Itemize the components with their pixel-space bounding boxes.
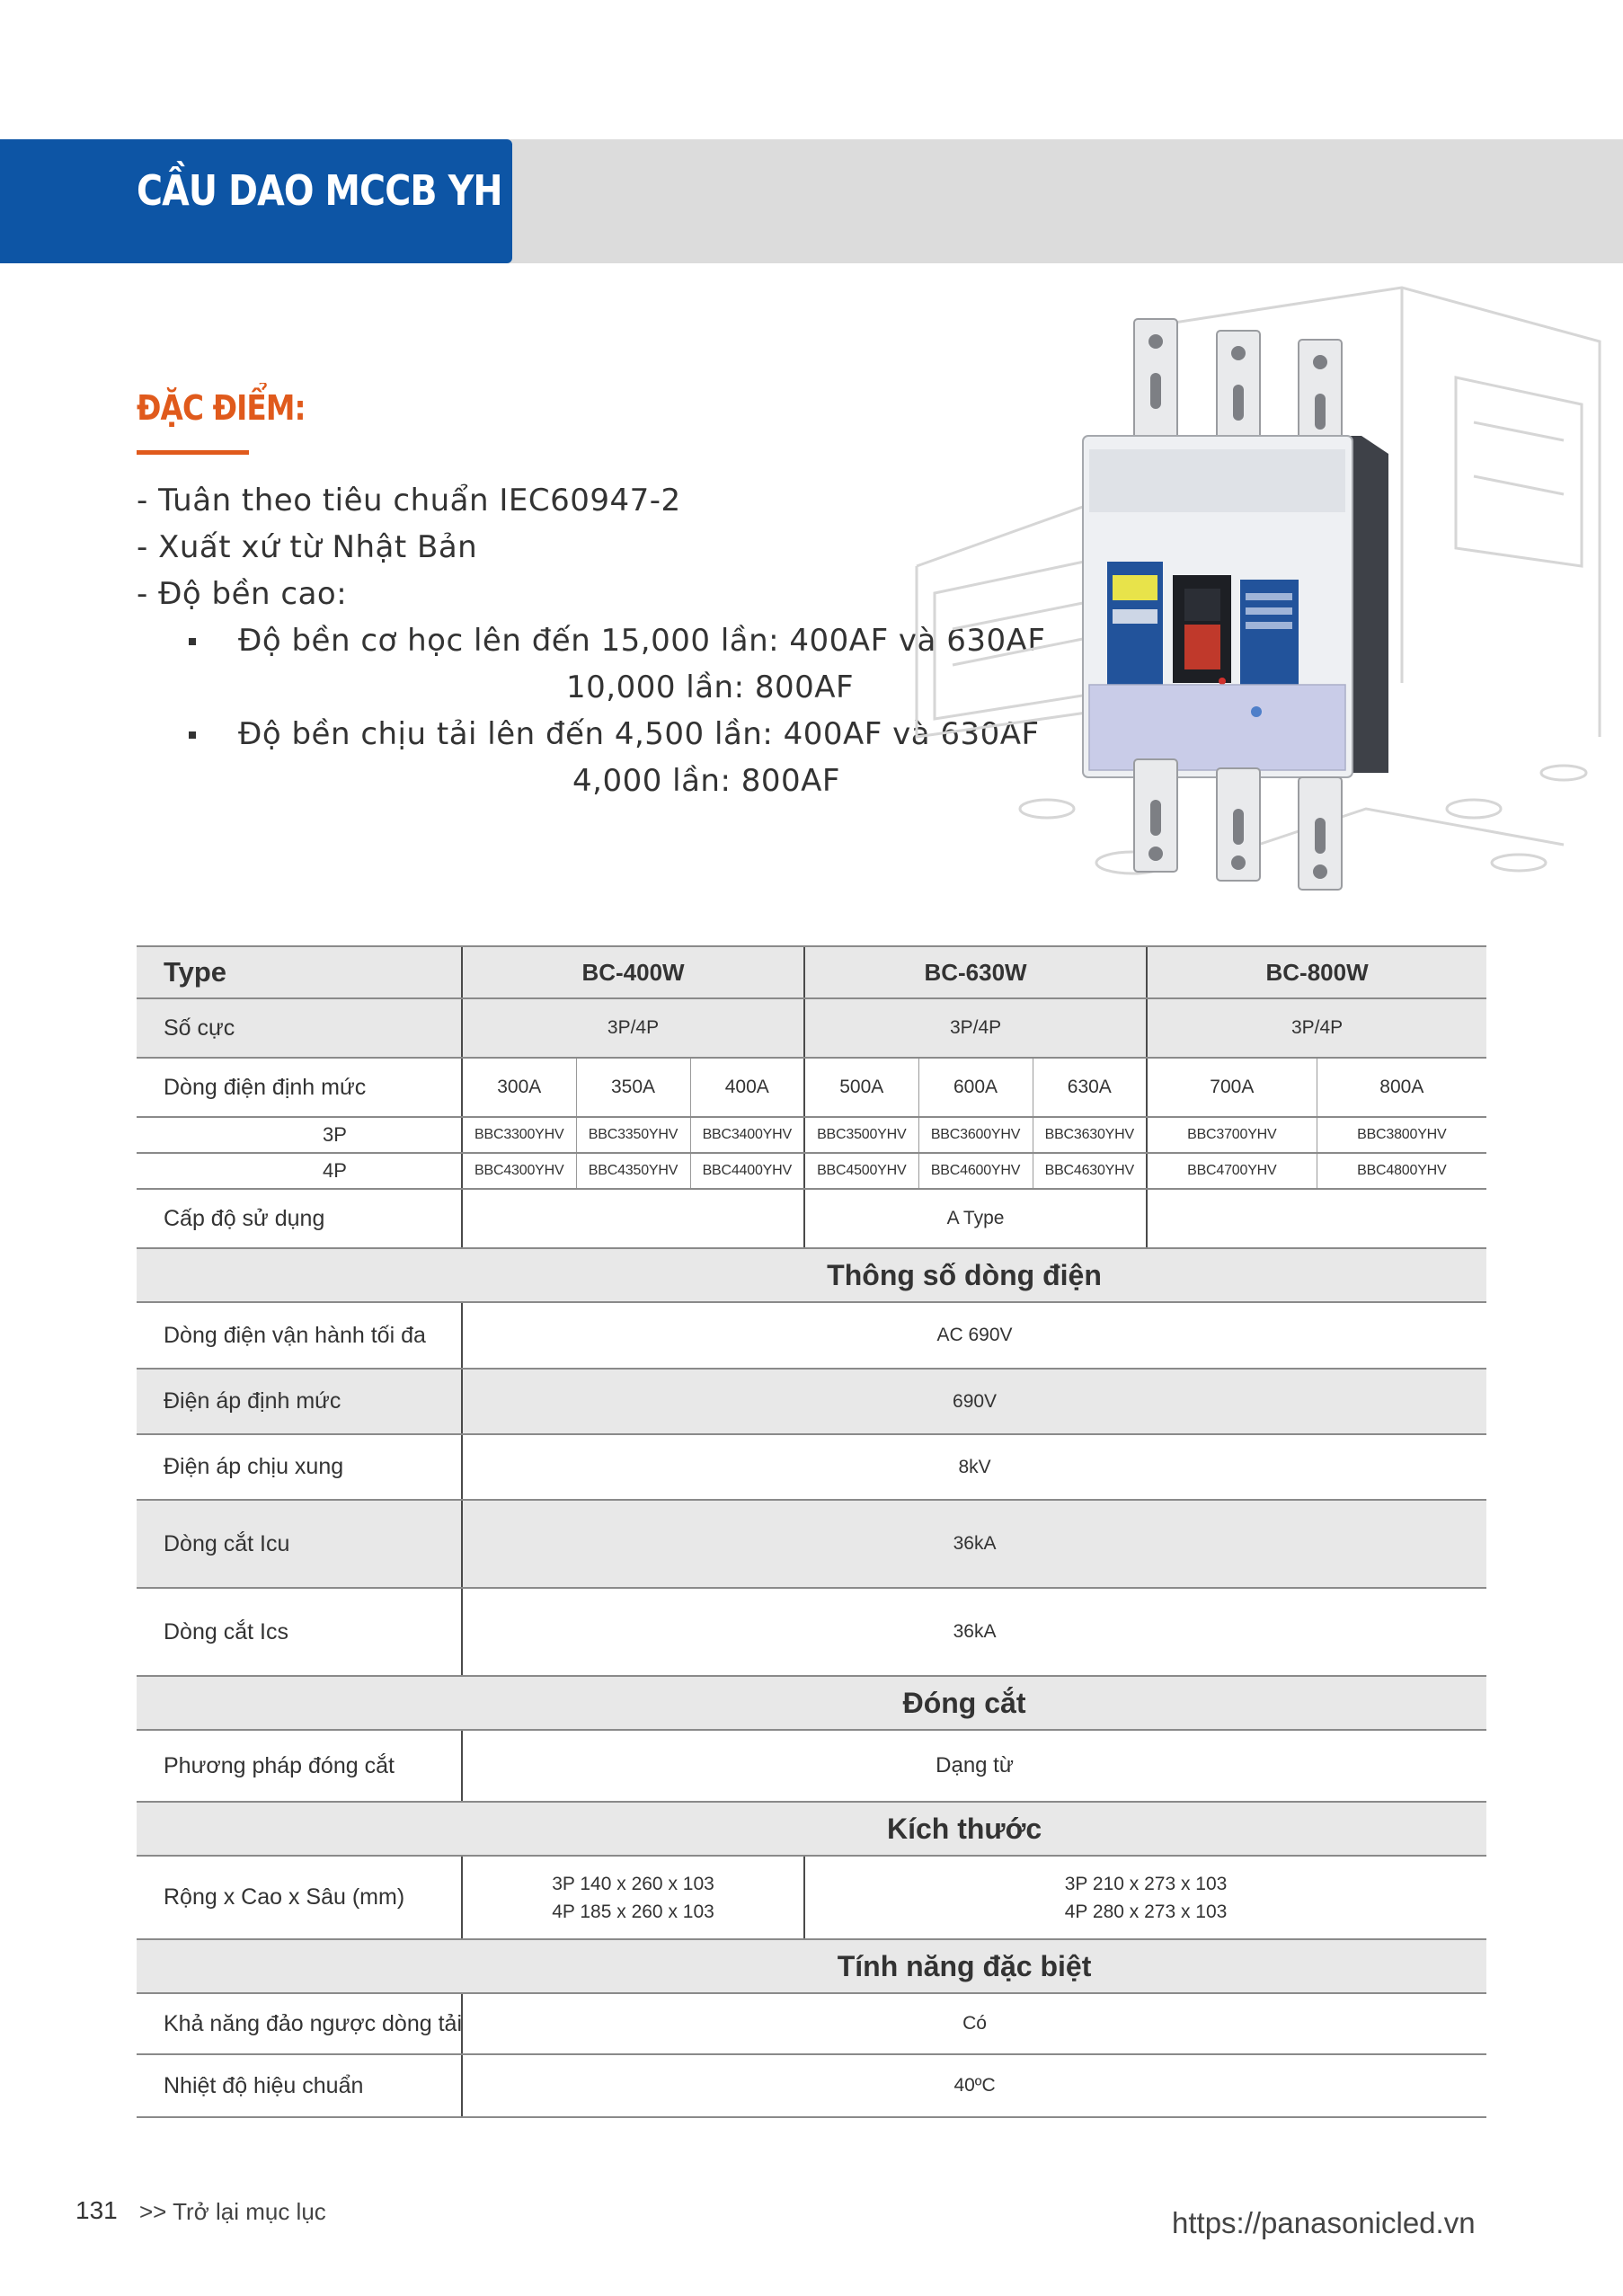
- usage-class-value: A Type: [804, 1189, 1147, 1248]
- dimensions-3p: 3P 140 x 260 x 103: [552, 1873, 714, 1894]
- type-header: Type: [137, 946, 462, 998]
- icu-value: 36kA: [462, 1500, 1486, 1588]
- impulse-voltage-value: 8kV: [462, 1434, 1486, 1500]
- section-special-label: Tính năng đặc biệt: [837, 1949, 1092, 1982]
- code-cell: BBC4400YHV: [690, 1153, 804, 1189]
- icu-label: Dòng cắt Icu: [137, 1500, 462, 1588]
- table-row: [137, 1730, 1486, 1802]
- feature-origin: - Xuất xứ từ Nhật Bản: [137, 529, 478, 565]
- table-row: [137, 1588, 1486, 1676]
- feature-mechanical-durability-800af: 10,000 lần: 800AF: [566, 669, 855, 705]
- table-row: [137, 1058, 1486, 1117]
- feature-iec-standard: - Tuân theo tiêu chuẩn IEC60947-2: [137, 483, 681, 519]
- code-cell: BBC4500YHV: [804, 1153, 918, 1189]
- table-row: [137, 1676, 1486, 1730]
- rated-current-cell: 500A: [804, 1058, 918, 1117]
- mccb-product-image: [899, 270, 1623, 917]
- code-cell: BBC4350YHV: [576, 1153, 690, 1189]
- switching-method-label: Phương pháp đóng cắt: [137, 1730, 462, 1802]
- feature-mechanical-durability: Độ bền cơ học lên đến 15,000 lần: 400AF và 630AF: [238, 623, 1046, 659]
- code-cell: BBC4630YHV: [1033, 1153, 1147, 1189]
- spec-table: [137, 945, 1486, 2118]
- rated-current-cell: 700A: [1147, 1058, 1317, 1117]
- code-cell: BBC4700YHV: [1147, 1153, 1317, 1189]
- section-switching: [137, 1676, 1486, 1730]
- code-cell: BBC3350YHV: [576, 1117, 690, 1153]
- table-row: [137, 1302, 1486, 1369]
- codes-4p-label: 4P: [137, 1153, 462, 1189]
- max-operating-value: AC 690V: [462, 1302, 1486, 1369]
- ics-value: 36kA: [462, 1588, 1486, 1676]
- table-row: [137, 1117, 1486, 1153]
- dimensions-label: Rộng x Cao x Sâu (mm): [137, 1856, 462, 1939]
- codes-3p-label: 3P: [137, 1117, 462, 1153]
- impulse-voltage-label: Điện áp chịu xung: [137, 1434, 462, 1500]
- dimensions-bc-630w-800w: [804, 1856, 1486, 1939]
- heading-underline: [137, 450, 249, 455]
- table-row: [137, 1939, 1486, 1993]
- section-electrical: [137, 1248, 1486, 1302]
- code-cell: BBC3700YHV: [1147, 1117, 1317, 1153]
- ics-label: Dòng cắt Ics: [137, 1588, 462, 1676]
- section-dimensions: [137, 1802, 1486, 1856]
- poles-bc-630w: 3P/4P: [804, 998, 1147, 1058]
- section-electrical-label: Thông số dòng điện: [827, 1258, 1102, 1291]
- table-row: [137, 1369, 1486, 1434]
- code-cell: BBC3400YHV: [690, 1117, 804, 1153]
- website-link[interactable]: https://panasonicled.vn: [1172, 2206, 1476, 2239]
- rated-current-label: Dòng điện định mức: [137, 1058, 462, 1117]
- code-cell: BBC4800YHV: [1317, 1153, 1486, 1189]
- back-to-toc-link[interactable]: >> Trở lại mục lục: [139, 2198, 326, 2225]
- usage-class-label: Cấp độ sử dụng: [137, 1189, 462, 1248]
- section-switching-label: Đóng cắt: [902, 1686, 1026, 1719]
- dimensions-4p: 4P 185 x 260 x 103: [552, 1901, 714, 1922]
- table-row: [137, 1802, 1486, 1856]
- rated-current-cell: 800A: [1317, 1058, 1486, 1117]
- poles-bc-800w: 3P/4P: [1147, 998, 1486, 1058]
- table-row: [137, 1856, 1486, 1939]
- model-bc-630w: BC-630W: [804, 946, 1147, 998]
- switching-method-value: Dạng từ: [462, 1730, 1486, 1802]
- rated-current-cell: 630A: [1033, 1058, 1147, 1117]
- calibration-temp-value: 40ºC: [462, 2054, 1486, 2117]
- feature-load-durability-800af: 4,000 lần: 800AF: [572, 763, 840, 799]
- poles-bc-400w: 3P/4P: [462, 998, 804, 1058]
- reverse-load-label: Khả năng đảo ngược dòng tải: [137, 1993, 462, 2054]
- table-row: [137, 1153, 1486, 1189]
- dimensions-bc-400w: [462, 1856, 804, 1939]
- code-cell: BBC3630YHV: [1033, 1117, 1147, 1153]
- section-dimensions-label: Kích thước: [886, 1812, 1042, 1845]
- rated-current-cell: 350A: [576, 1058, 690, 1117]
- table-row: [137, 998, 1486, 1058]
- feature-load-durability: Độ bền chịu tải lên đến 4,500 lần: 400AF và 630AF: [238, 716, 1040, 752]
- table-row: [137, 2054, 1486, 2117]
- code-cell: BBC3500YHV: [804, 1117, 918, 1153]
- rated-current-cell: 600A: [918, 1058, 1033, 1117]
- usage-class-bc-800w: [1147, 1189, 1486, 1248]
- rated-current-cell: 400A: [690, 1058, 804, 1117]
- rated-voltage-label: Điện áp định mức: [137, 1369, 462, 1434]
- usage-class-bc-400w: [462, 1189, 804, 1248]
- code-cell: BBC3300YHV: [462, 1117, 576, 1153]
- dimensions-4p: 4P 280 x 273 x 103: [1064, 1901, 1228, 1922]
- table-row: [137, 1189, 1486, 1248]
- dimensions-3p: 3P 210 x 273 x 103: [1064, 1873, 1228, 1894]
- code-cell: BBC4300YHV: [462, 1153, 576, 1189]
- page-title: CẦU DAO MCCB YH: [137, 166, 502, 215]
- table-row: [137, 1248, 1486, 1302]
- code-cell: BBC3800YHV: [1317, 1117, 1486, 1153]
- max-operating-label: Dòng điện vận hành tối đa: [137, 1302, 462, 1369]
- table-row: [137, 946, 1486, 998]
- section-special: [137, 1939, 1486, 1993]
- page-number: 131: [75, 2196, 118, 2224]
- table-row: [137, 1993, 1486, 2054]
- model-bc-800w: BC-800W: [1147, 946, 1486, 998]
- model-bc-400w: BC-400W: [462, 946, 804, 998]
- bullet-icon: [189, 731, 196, 739]
- poles-label: Số cực: [137, 998, 462, 1058]
- table-row: [137, 1500, 1486, 1588]
- calibration-temp-label: Nhiệt độ hiệu chuẩn: [137, 2054, 462, 2117]
- bullet-icon: [189, 638, 196, 645]
- features-heading: ĐẶC ĐIỂM:: [137, 388, 306, 428]
- reverse-load-value: Có: [462, 1993, 1486, 2054]
- code-cell: BBC4600YHV: [918, 1153, 1033, 1189]
- table-row: [137, 1434, 1486, 1500]
- code-cell: BBC3600YHV: [918, 1117, 1033, 1153]
- feature-durability: - Độ bền cao:: [137, 576, 348, 612]
- rated-current-cell: 300A: [462, 1058, 576, 1117]
- rated-voltage-value: 690V: [462, 1369, 1486, 1434]
